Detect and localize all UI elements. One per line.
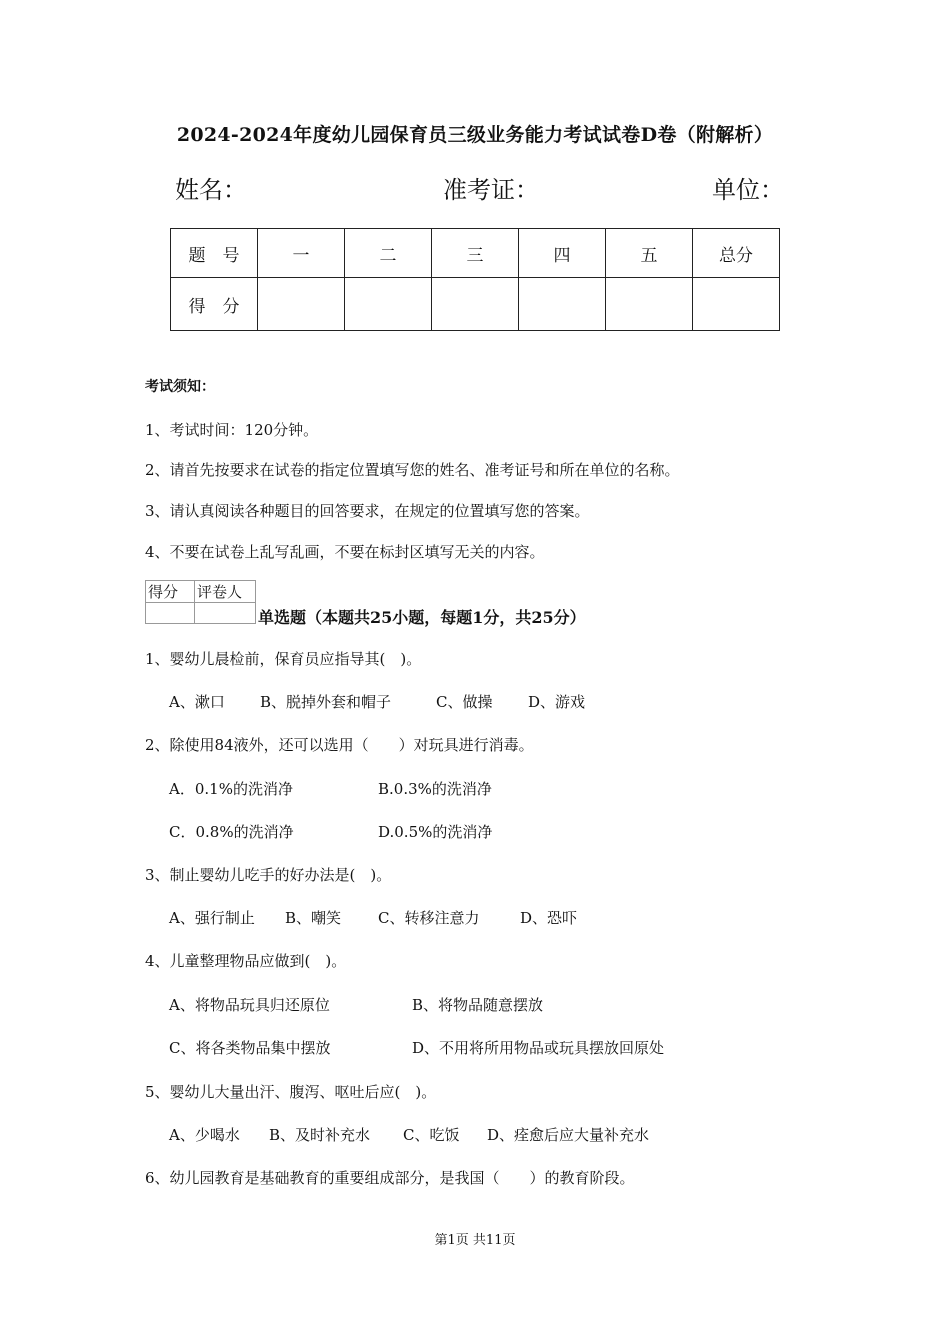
question-option: D、不用将所用物品或玩具摆放回原处 bbox=[412, 1039, 665, 1057]
grader-score-input[interactable] bbox=[146, 603, 195, 624]
notice-heading: 考试须知： bbox=[145, 379, 215, 395]
question-option: B、及时补充水 bbox=[269, 1126, 371, 1144]
score-input-cell[interactable] bbox=[693, 278, 780, 331]
question-option: C、转移注意力 bbox=[378, 909, 480, 927]
notice-item: 4、不要在试卷上乱写乱画，不要在标封区填写无关的内容。 bbox=[145, 543, 545, 561]
score-table-cell: 三 bbox=[432, 229, 519, 278]
score-input-cell[interactable] bbox=[258, 278, 345, 331]
score-table-header-row bbox=[171, 229, 780, 278]
question-option: D.0.5%的洗消净 bbox=[378, 823, 493, 841]
notice-item: 2、请首先按要求在试卷的指定位置填写您的姓名、准考证号和所在单位的名称。 bbox=[145, 461, 680, 479]
question-option: A、漱口 bbox=[169, 693, 225, 711]
exam-title: 2024-2024年度幼儿园保育员三级业务能力考试试卷D卷（附解析） bbox=[176, 124, 774, 146]
question-stem: 5、婴幼儿大量出汗、腹泻、呕吐后应( )。 bbox=[145, 1083, 437, 1101]
question-option: A、少喝水 bbox=[169, 1126, 240, 1144]
question-option: C、做操 bbox=[436, 693, 493, 711]
question-option: B、嘲笑 bbox=[285, 909, 342, 927]
score-input-cell[interactable] bbox=[519, 278, 606, 331]
question-option: B、脱掉外套和帽子 bbox=[260, 693, 392, 711]
score-table-score-row bbox=[171, 278, 780, 331]
question-option: D、痊愈后应大量补充水 bbox=[487, 1126, 650, 1144]
score-input-cell[interactable] bbox=[432, 278, 519, 331]
score-table-cell: 总分 bbox=[693, 229, 780, 278]
grader-box bbox=[145, 580, 256, 624]
grader-score-label: 得分 bbox=[146, 581, 195, 603]
question-stem: 6、幼儿园教育是基础教育的重要组成部分，是我国（ ）的教育阶段。 bbox=[145, 1169, 635, 1187]
question-option: D、游戏 bbox=[528, 693, 586, 711]
question-option: D、恐吓 bbox=[520, 909, 578, 927]
score-table bbox=[170, 228, 780, 331]
exam-id-field-label: 准考证： bbox=[443, 176, 539, 204]
name-field-label: 姓名： bbox=[175, 176, 247, 204]
score-table-cell: 四 bbox=[519, 229, 606, 278]
question-option: C、将各类物品集中摆放 bbox=[169, 1039, 331, 1057]
page-footer: 第1页 共11页 bbox=[434, 1233, 516, 1248]
question-stem: 3、制止婴幼儿吃手的好办法是( )。 bbox=[145, 866, 392, 884]
score-input-cell[interactable] bbox=[345, 278, 432, 331]
score-table-cell: 二 bbox=[345, 229, 432, 278]
notice-item: 3、请认真阅读各种题目的回答要求，在规定的位置填写您的答案。 bbox=[145, 502, 590, 520]
question-stem: 2、除使用84液外，还可以选用（ ）对玩具进行消毒。 bbox=[145, 736, 534, 754]
question-option: A、强行制止 bbox=[169, 909, 255, 927]
question-option: B、将物品随意摆放 bbox=[412, 996, 544, 1014]
score-table-cell: 得 分 bbox=[171, 278, 258, 331]
score-table-cell: 五 bbox=[606, 229, 693, 278]
notice-item: 1、考试时间：120分钟。 bbox=[145, 421, 319, 439]
question-stem: 1、婴幼儿晨检前，保育员应指导其( )。 bbox=[145, 650, 422, 668]
grader-reviewer-input[interactable] bbox=[195, 603, 256, 624]
question-option: C、吃饭 bbox=[403, 1126, 460, 1144]
question-option: A、将物品玩具归还原位 bbox=[169, 996, 330, 1014]
question-stem: 4、儿童整理物品应做到( )。 bbox=[145, 952, 347, 970]
unit-field-label: 单位： bbox=[712, 176, 784, 204]
score-input-cell[interactable] bbox=[606, 278, 693, 331]
score-table-cell: 题 号 bbox=[171, 229, 258, 278]
section-title: 单选题（本题共25小题，每题1分，共25分） bbox=[258, 608, 586, 627]
question-option: C．0.8%的洗消净 bbox=[169, 823, 294, 841]
score-table-cell: 一 bbox=[258, 229, 345, 278]
question-option: A．0.1%的洗消净 bbox=[169, 780, 293, 798]
grader-reviewer-label: 评卷人 bbox=[195, 581, 256, 603]
question-option: B.0.3%的洗消净 bbox=[378, 780, 492, 798]
